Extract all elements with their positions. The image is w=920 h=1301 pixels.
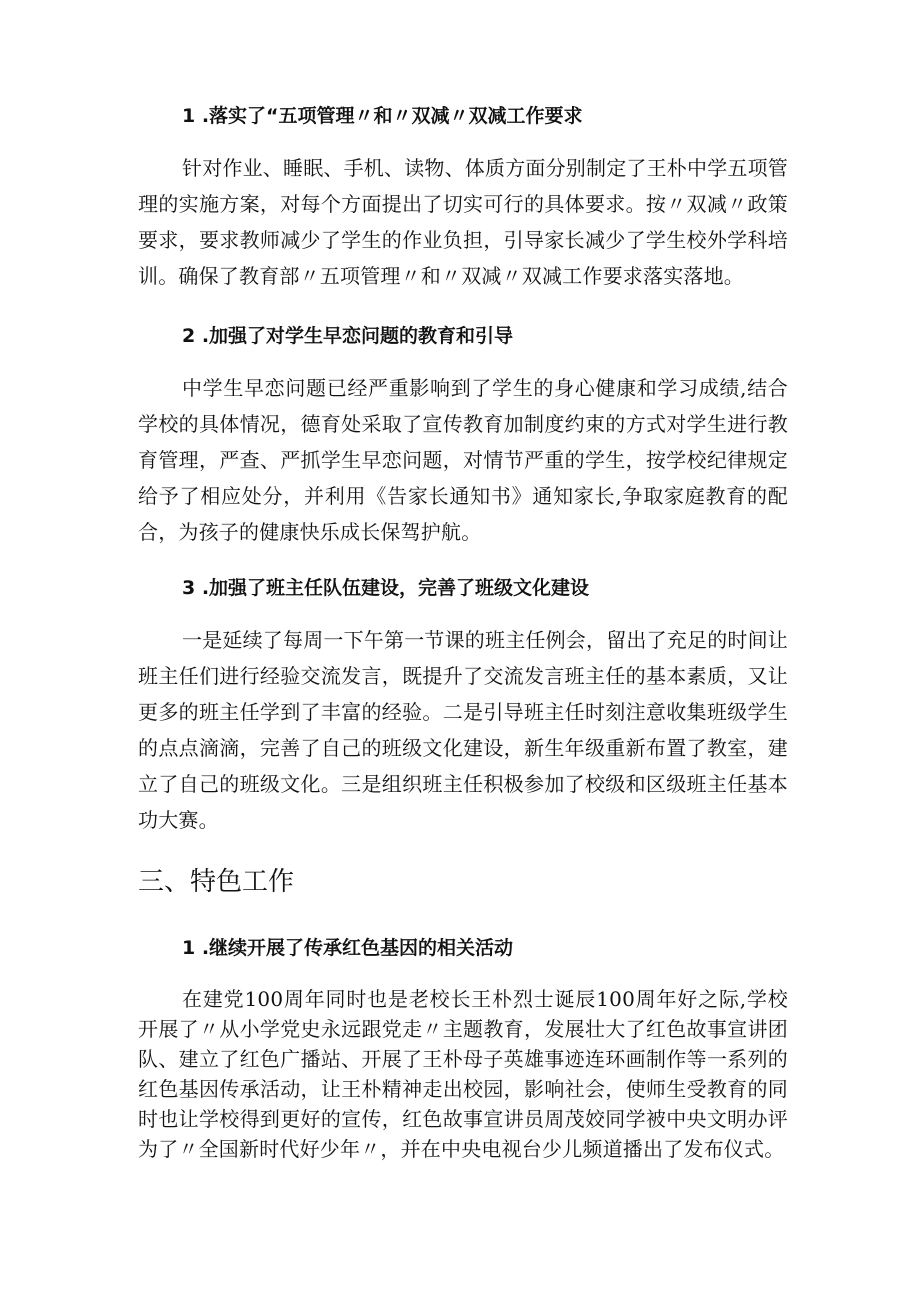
paragraph-five-management: 针对作业、睡眠、手机、读物、体质方面分别制定了王朴中学五项管理的实施方案，对每个方面提出了切实可行的具体要求。按〃双减〃政策要求，要求教师减少了学生的作业负担，引导家长减少了学生校外学科培训。确保了教育部〃五项管理〃和〃双减〃双减工作要求落实落地。 (138, 156, 788, 288)
paragraph-red-gene: 在建党100周年同时也是老校长王朴烈士诞辰100周年好之际,学校开展了〃从小学党史永远跟党走〃主题教育，发展壮大了红色故事宣讲团队、建立了红色广播站、开展了王朴母子英雄事迹连环画制作等一系列的红色基因传承活动，让王朴精神走出校园，影响社会，使师生受教育的同时也让学校得到更好的宣传，红色故事宣讲员周茂姣同学被中央文明办评为了〃全国新时代好少年〃，并在中央电视台少儿频道播出了发布仪式。 (138, 987, 788, 1161)
heading-red-gene: 1 .继续开展了传承红色基因的相关活动 (182, 937, 514, 959)
paragraph-class-teacher: 一是延续了每周一下午第一节课的班主任例会，留出了充足的时间让班主任们进行经验交流发言，既提升了交流发言班主任的基本素质，又让更多的班主任学到了丰富的经验。二是引导班主任时刻注意收集班级学生的点点滴滴，完善了自己的班级文化建设，新生年级重新布置了教室，建立了自己的班级文化。三是组织班主任积极参加了校级和区级班主任基本功大赛。 (138, 628, 788, 832)
heading-class-teacher: 3 .加强了班主任队伍建设，完善了班级文化建设 (182, 577, 590, 599)
heading-early-love: 2 .加强了对学生早恋问题的教育和引导 (182, 325, 514, 347)
section-title-features: 三、特色工作 (138, 867, 295, 897)
heading-five-management: 1 .落实了“五项管理〃和〃双减〃双减工作要求 (182, 105, 583, 127)
paragraph-early-love: 中学生早恋问题已经严重影响到了学生的身心健康和学习成绩,结合学校的具体情况，德育处采取了宣传教育加制度约束的方式对学生进行教育管理，严查、严抓学生早恋问题，对情节严重的学生，按学校纪律规定给予了相应处分，并利用《告家长通知书》通知家长,争取家庭教育的配合，为孩子的健康快乐成长保驾护航。 (138, 376, 788, 544)
